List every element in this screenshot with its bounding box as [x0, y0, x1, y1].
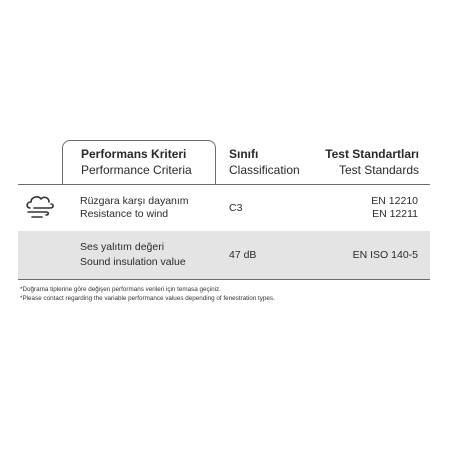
wind-cloud-icon [24, 192, 58, 222]
footnote-en: *Please contact regarding the variable performance values depending of fenestration types. [20, 295, 275, 302]
row-criteria-en: Sound insulation value [80, 256, 186, 268]
footnote-tr: *Doğrama tiplerine göre değişen performans verileri için temasa geçiniz. [20, 286, 221, 293]
table-bottom-rule [18, 279, 430, 280]
row-criteria-tr: Rüzgara karşı dayanım [80, 195, 189, 207]
row-classification: C3 [229, 202, 243, 214]
row-criteria-tr: Ses yalıtım değeri [80, 241, 165, 253]
classification-header-en: Classification [229, 163, 300, 177]
classification-header-tr: Sınıfı [229, 147, 259, 161]
row-standard: EN ISO 140-5 [352, 249, 418, 261]
standards-header-en: Test Standards [338, 163, 419, 177]
criteria-header-tr: Performans Kriteri [81, 147, 187, 161]
criteria-header-en: Performance Criteria [81, 163, 192, 177]
row-standard: EN 12210 [371, 195, 418, 207]
standards-header-tr: Test Standartları [325, 147, 419, 161]
row-standard: EN 12211 [372, 208, 418, 220]
row-classification: 47 dB [229, 249, 257, 261]
row-criteria-en: Resistance to wind [80, 208, 169, 220]
